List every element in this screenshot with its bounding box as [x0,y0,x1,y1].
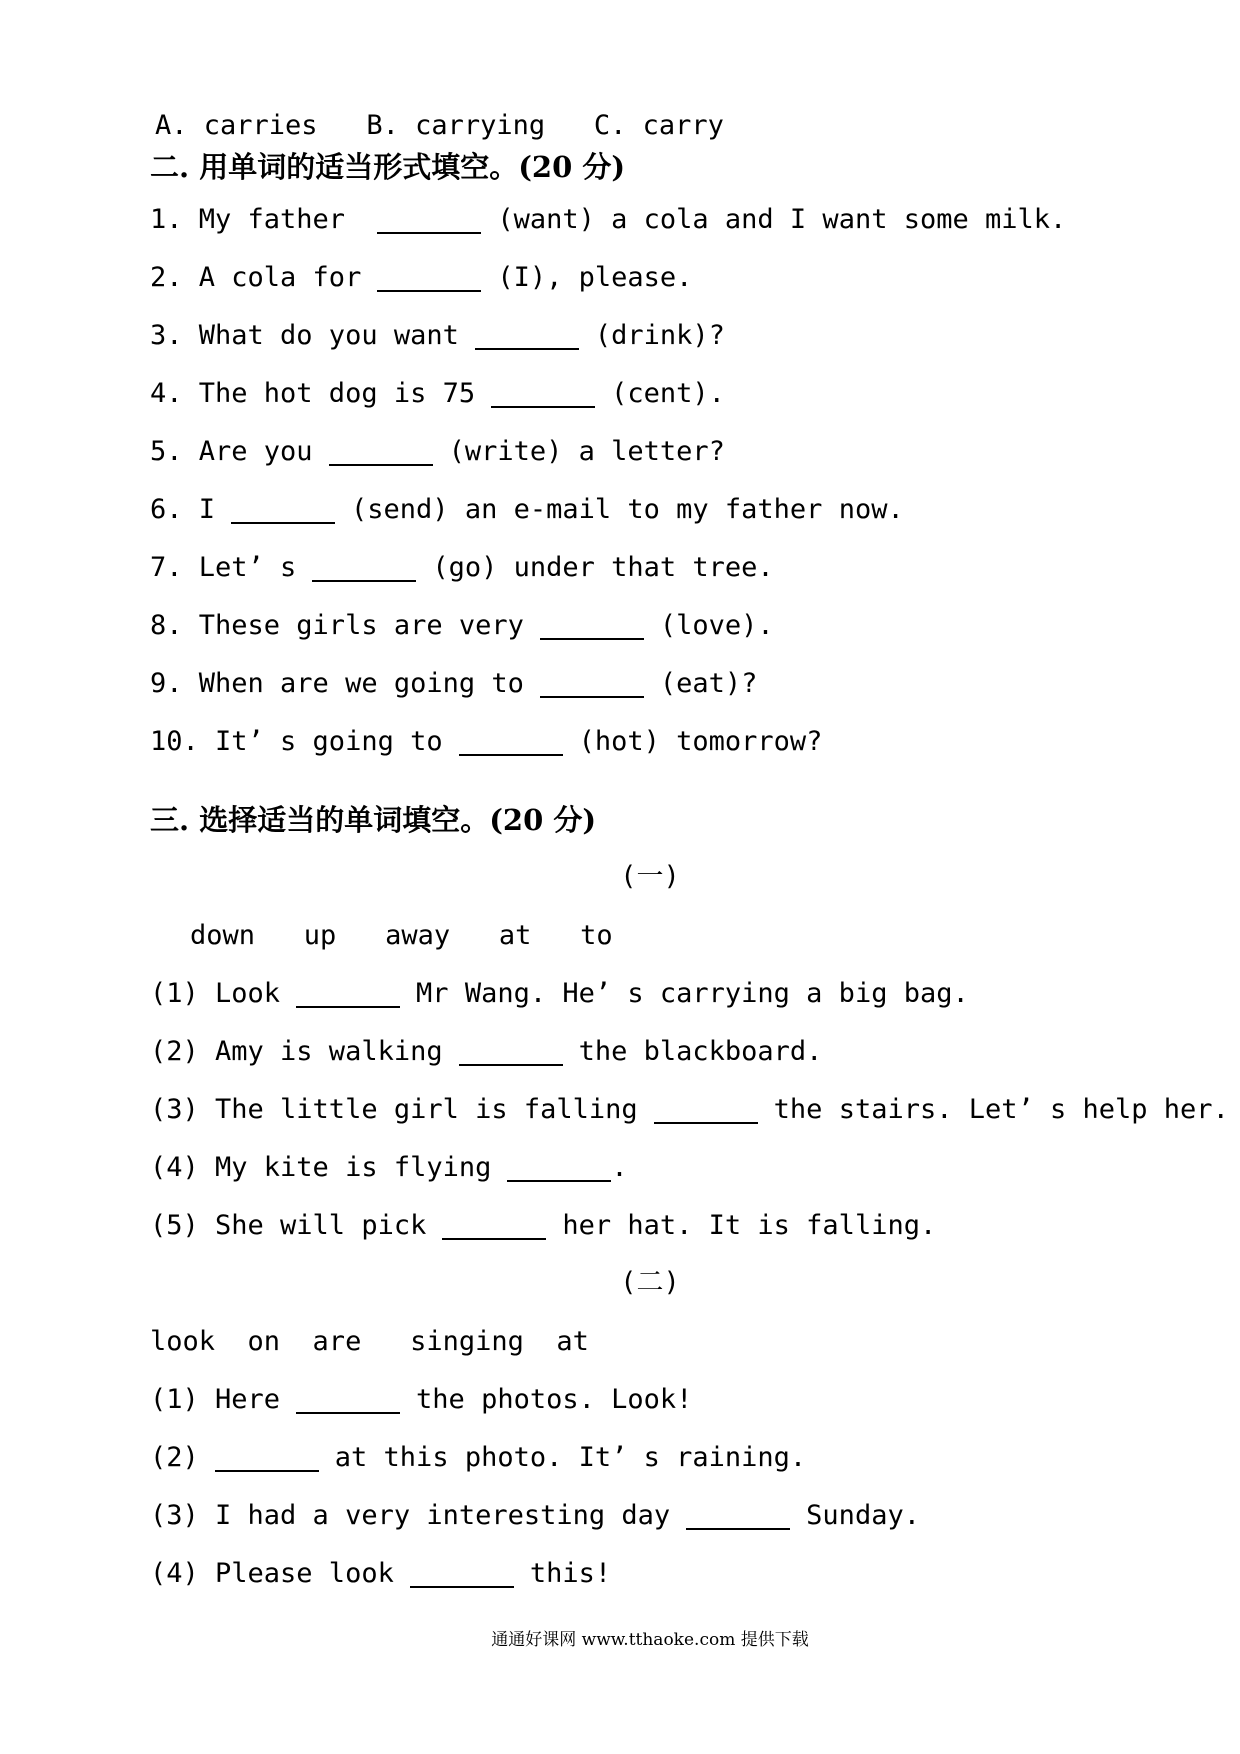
s2-item-5 [150,432,725,472]
footer-source: 通通好课网 www.tthaoke.com 提供下载 [491,1630,809,1650]
answer-blank [377,232,481,234]
p2-item-3 [150,1496,920,1536]
s2-item-2 [150,258,692,298]
part1-label: (一) [620,861,680,892]
p2-item-1-pre: (1) Here [150,1384,281,1415]
p1-item-5-post: her hat. It is falling. [562,1210,937,1241]
part2-word-bank: look on are singing at [150,1326,589,1357]
s2-item-7-post: (go) under that tree. [432,552,774,583]
part1-word-bank: down up away at to [190,920,613,951]
p2-item-4 [150,1554,611,1594]
s2-item-1-post: (want) a cola and I want some milk. [497,204,1067,235]
s2-item-8-pre: 8. These girls are very [150,610,524,641]
answer-blank [686,1528,790,1530]
answer-blank [312,580,416,582]
answer-blank [410,1586,514,1588]
s2-item-10 [150,722,822,762]
p2-item-2-pre: (2) [150,1442,199,1473]
answer-blank [459,754,563,756]
s2-item-6-pre: 6. I [150,494,216,525]
p2-item-2-post: at this photo. It’ s raining. [334,1442,807,1473]
s2-item-9-pre: 9. When are we going to [150,668,524,699]
p1-item-2 [150,1032,822,1072]
p1-item-4-post: . [611,1152,628,1183]
p1-item-2-pre: (2) Amy is walking [150,1036,443,1067]
s2-item-7-pre: 7. Let’ s [150,552,297,583]
answer-blank [540,696,644,698]
p2-item-1 [150,1380,692,1420]
answer-blank [329,464,433,466]
p1-item-3-post: the stairs. Let’ s help her. [773,1094,1229,1125]
p1-item-3-pre: (3) The little girl is falling [150,1094,638,1125]
answer-blank [442,1238,546,1240]
s2-item-4 [150,374,725,414]
p1-item-5 [150,1206,936,1246]
answer-blank [296,1412,400,1414]
answer-blank [540,638,644,640]
s2-item-2-post: (I), please. [497,262,693,293]
part2-label: (二) [620,1267,680,1298]
answer-blank [507,1180,611,1182]
p1-item-4 [150,1148,628,1188]
answer-blank [377,290,481,292]
s2-item-6-post: (send) an e-mail to my father now. [351,494,904,525]
p2-item-1-post: the photos. Look! [416,1384,693,1415]
answer-blank [296,1006,400,1008]
p1-item-3 [150,1090,1229,1130]
s2-item-4-post: (cent). [611,378,725,409]
p1-item-1 [150,974,969,1014]
section2-title: 二. 用单词的适当形式填空。(20 分) [150,150,626,184]
p1-item-1-pre: (1) Look [150,978,281,1009]
p1-item-1-post: Mr Wang. He’ s carrying a big bag. [416,978,969,1009]
s2-item-10-pre: 10. It’ s going to [150,726,443,757]
s2-item-8 [150,606,774,646]
section3-title: 三. 选择适当的单词填空。(20 分) [150,803,597,837]
s2-item-2-pre: 2. A cola for [150,262,362,293]
s2-item-6 [150,490,904,530]
p1-item-5-pre: (5) She will pick [150,1210,427,1241]
s2-item-3-post: (drink)? [594,320,725,351]
p2-item-4-pre: (4) Please look [150,1558,394,1589]
p2-item-2 [150,1438,806,1478]
answer-blank [459,1064,563,1066]
s2-item-1 [150,200,1066,240]
answer-blank [654,1122,758,1124]
s2-item-3-pre: 3. What do you want [150,320,459,351]
p2-item-3-pre: (3) I had a very interesting day [150,1500,671,1531]
s2-item-4-pre: 4. The hot dog is 75 [150,378,476,409]
s2-item-10-post: (hot) tomorrow? [578,726,823,757]
answer-blank [491,406,595,408]
s2-item-8-post: (love). [659,610,774,641]
s2-item-9-post: (eat)? [659,668,758,699]
s2-item-9 [150,664,757,704]
answer-blank [231,522,335,524]
p1-item-2-post: the blackboard. [578,1036,823,1067]
s2-item-5-post: (write) a letter? [448,436,725,467]
answer-blank [475,348,579,350]
p2-item-3-post: Sunday. [806,1500,920,1531]
s2-item-7 [150,548,774,588]
s2-item-5-pre: 5. Are you [150,436,313,467]
answer-blank [215,1470,319,1472]
p1-item-4-pre: (4) My kite is flying [150,1152,492,1183]
top-options: A. carries B. carrying C. carry [155,110,724,141]
s2-item-1-pre: 1. My father [150,204,362,235]
p2-item-4-post: this! [529,1558,612,1589]
s2-item-3 [150,316,725,356]
